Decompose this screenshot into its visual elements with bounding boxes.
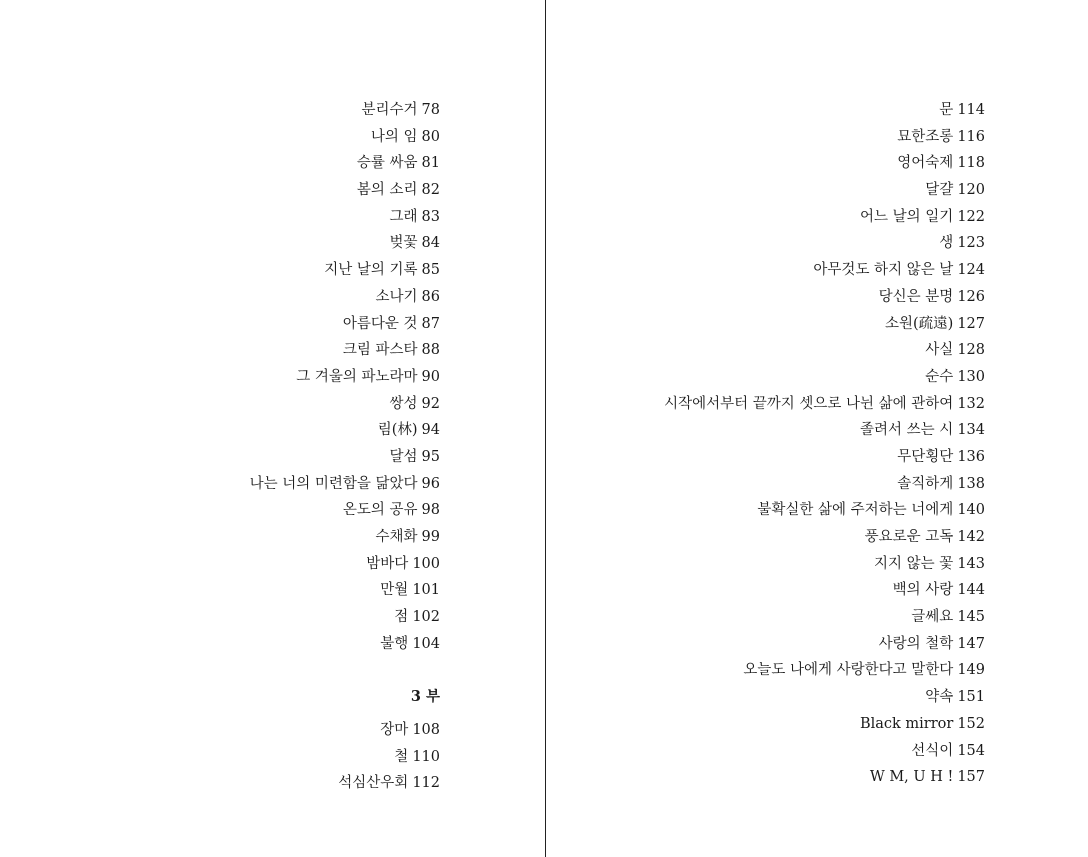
toc-entry-page-number: 100 bbox=[412, 555, 440, 572]
toc-entry bbox=[664, 738, 985, 765]
toc-entry bbox=[250, 604, 440, 631]
toc-entry-page-number: 126 bbox=[957, 288, 985, 305]
toc-entry bbox=[250, 744, 440, 771]
toc-entry-title: 글쎄요 bbox=[911, 609, 954, 626]
toc-entry-page-number: 101 bbox=[412, 582, 440, 599]
toc-entry-page-number: 143 bbox=[957, 555, 985, 572]
toc-entry bbox=[664, 684, 985, 711]
toc-entry-page-number: 152 bbox=[957, 715, 985, 732]
toc-entry bbox=[664, 391, 985, 418]
toc-entry-title: 석심산우회 bbox=[338, 775, 409, 792]
toc-entry-page-number: 96 bbox=[421, 475, 440, 492]
toc-entry bbox=[250, 770, 440, 797]
toc-entry-title: 그 겨울의 파노라마 bbox=[296, 368, 418, 385]
toc-entry bbox=[250, 497, 440, 524]
toc-entry-title: 벚꽃 bbox=[389, 235, 418, 252]
toc-entry-title: 나의 임 bbox=[370, 128, 418, 145]
toc-entry-title: 풍요로운 고독 bbox=[864, 529, 954, 545]
toc-entry bbox=[664, 417, 985, 444]
toc-entry-title: 솔직하게 bbox=[897, 475, 954, 492]
toc-entry-title: 승률 싸움 bbox=[356, 155, 418, 172]
toc-entry-page-number: 130 bbox=[957, 368, 985, 385]
toc-entry-title: 문 bbox=[939, 102, 954, 118]
toc-entry bbox=[664, 124, 985, 151]
toc-entry-page-number: 110 bbox=[412, 748, 440, 765]
toc-entry bbox=[250, 717, 440, 744]
toc-entry bbox=[664, 230, 985, 257]
toc-entry-page-number: 78 bbox=[421, 102, 440, 118]
toc-entry-page-number: 95 bbox=[421, 448, 440, 465]
toc-entry-page-number: 84 bbox=[421, 235, 440, 252]
toc-entry bbox=[250, 337, 440, 364]
toc-entry-page-number: 157 bbox=[957, 769, 985, 786]
toc-entry-page-number: 87 bbox=[421, 315, 440, 332]
toc-entry-title: 아름다운 것 bbox=[342, 315, 418, 332]
toc-entry-page-number: 136 bbox=[957, 448, 985, 465]
toc-entry-title: 쌍성 bbox=[389, 395, 418, 412]
toc-entry-page-number: 83 bbox=[421, 208, 440, 225]
toc-entry bbox=[664, 711, 985, 738]
toc-entry bbox=[664, 150, 985, 177]
toc-entry-title: 선식이 bbox=[911, 742, 954, 759]
toc-entry bbox=[250, 471, 440, 498]
toc-entry-page-number: 86 bbox=[421, 288, 440, 305]
toc-entry-page-number: 120 bbox=[957, 182, 985, 199]
toc-entry-title: 당신은 분명 bbox=[878, 288, 954, 305]
toc-entry-page-number: 92 bbox=[421, 395, 440, 412]
toc-entry-page-number: 85 bbox=[421, 262, 440, 279]
toc-entry-title: 분리수거 bbox=[361, 102, 418, 118]
toc-entry bbox=[250, 577, 440, 604]
toc-entry-page-number: 80 bbox=[421, 128, 440, 145]
toc-entry-title: 묘한조롱 bbox=[897, 128, 954, 145]
toc-entry bbox=[664, 311, 985, 338]
toc-entry-page-number: 122 bbox=[957, 208, 985, 225]
toc-entry-page-number: 123 bbox=[957, 235, 985, 252]
toc-entry-page-number: 102 bbox=[412, 609, 440, 626]
toc-entry-title: 불행 bbox=[380, 635, 409, 652]
toc-entry-title: 장마 bbox=[380, 721, 409, 738]
toc-entry bbox=[664, 471, 985, 498]
toc-entry-page-number: 81 bbox=[421, 155, 440, 172]
toc-entry-page-number: 94 bbox=[421, 422, 440, 439]
toc-entry-title: 지지 않는 꽃 bbox=[874, 555, 954, 572]
toc-entry-title: 나는 너의 미련함을 닮았다 bbox=[249, 475, 418, 492]
toc-entry bbox=[664, 337, 985, 364]
toc-entry-page-number: 142 bbox=[957, 529, 985, 545]
toc-entry bbox=[664, 631, 985, 658]
toc-entry bbox=[664, 97, 985, 124]
toc-entry-title: 림(林) bbox=[377, 422, 418, 439]
toc-entry-title: 불확실한 삶에 주저하는 너에게 bbox=[757, 502, 954, 519]
toc-entry-page-number: 108 bbox=[412, 721, 440, 738]
toc-entry bbox=[664, 257, 985, 284]
toc-entry-title: 소원(疏遠) bbox=[884, 315, 954, 332]
toc-entry bbox=[250, 150, 440, 177]
toc-entry-page-number: 124 bbox=[957, 262, 985, 279]
toc-entry-page-number: 154 bbox=[957, 742, 985, 759]
toc-entry bbox=[250, 524, 440, 551]
toc-entry-page-number: 140 bbox=[957, 502, 985, 519]
toc-entry-page-number: 132 bbox=[957, 395, 985, 412]
toc-entry-page-number: 144 bbox=[957, 582, 985, 599]
toc-entry bbox=[250, 257, 440, 284]
toc-entry-page-number: 149 bbox=[957, 662, 985, 679]
toc-entry-page-number: 98 bbox=[421, 502, 440, 519]
toc-entry-page-number: 82 bbox=[421, 182, 440, 199]
table-of-contents-right bbox=[664, 97, 985, 791]
toc-entry-title: 졸려서 쓰는 시 bbox=[860, 422, 954, 439]
toc-entry bbox=[664, 364, 985, 391]
toc-entry-page-number: 88 bbox=[421, 342, 440, 359]
toc-entry bbox=[250, 124, 440, 151]
toc-entry bbox=[664, 764, 985, 791]
toc-entry-page-number: 128 bbox=[957, 342, 985, 359]
toc-entry bbox=[250, 97, 440, 124]
toc-entry-title: 크림 파스타 bbox=[342, 342, 418, 359]
toc-entry-title: 오늘도 나에게 사랑한다고 말한다 bbox=[743, 662, 954, 679]
toc-entry-title: 약속 bbox=[925, 689, 954, 706]
toc-entry-title: 만월 bbox=[380, 582, 409, 599]
toc-entry-title: 영어숙제 bbox=[897, 155, 954, 172]
toc-entry-page-number: 147 bbox=[957, 635, 985, 652]
toc-entry bbox=[250, 284, 440, 311]
toc-entry-page-number: 112 bbox=[412, 775, 440, 792]
toc-entry-title: 무단횡단 bbox=[897, 448, 954, 465]
toc-entry bbox=[250, 444, 440, 471]
toc-entry-page-number: 138 bbox=[957, 475, 985, 492]
toc-entry-title: 생 bbox=[939, 235, 954, 252]
toc-entry-title: 지난 날의 기록 bbox=[324, 262, 418, 279]
toc-entry bbox=[250, 311, 440, 338]
toc-entry-title: W M, U H ! bbox=[869, 769, 954, 786]
toc-entry-title: 온도의 공유 bbox=[342, 502, 418, 519]
toc-entry-title: 사랑의 철학 bbox=[878, 635, 954, 652]
toc-entry-title: 달걀 bbox=[925, 182, 954, 199]
toc-entry-title: 소나기 bbox=[375, 288, 418, 305]
toc-entry-page-number: 114 bbox=[957, 102, 985, 118]
toc-entry bbox=[664, 177, 985, 204]
toc-entry-page-number: 90 bbox=[421, 368, 440, 385]
toc-entry bbox=[664, 204, 985, 231]
toc-entry bbox=[664, 657, 985, 684]
section-heading: 3 부 bbox=[410, 688, 440, 706]
toc-entry-title: 백의 사랑 bbox=[892, 582, 954, 599]
toc-entry bbox=[664, 497, 985, 524]
table-of-contents-left bbox=[250, 97, 440, 797]
right-page bbox=[546, 0, 1088, 857]
toc-entry bbox=[250, 230, 440, 257]
toc-entry-title: 달섬 bbox=[389, 448, 418, 465]
toc-entry-title: 순수 bbox=[925, 368, 954, 385]
toc-entry-title: 수채화 bbox=[375, 529, 418, 545]
toc-entry-title: 아무것도 하지 않은 날 bbox=[813, 262, 954, 279]
toc-entry bbox=[250, 204, 440, 231]
toc-entry bbox=[664, 551, 985, 578]
toc-entry bbox=[250, 417, 440, 444]
toc-entry-page-number: 118 bbox=[957, 155, 985, 172]
toc-entry-title: 점 bbox=[394, 609, 409, 626]
toc-entry bbox=[250, 364, 440, 391]
toc-entry bbox=[664, 604, 985, 631]
toc-entry-page-number: 145 bbox=[957, 609, 985, 626]
toc-entry-page-number: 116 bbox=[957, 128, 985, 145]
toc-entry bbox=[250, 177, 440, 204]
toc-entry bbox=[250, 631, 440, 658]
toc-entry bbox=[664, 524, 985, 551]
toc-entry-title: 밤바다 bbox=[366, 555, 409, 572]
toc-entry-page-number: 99 bbox=[421, 529, 440, 545]
toc-entry bbox=[250, 391, 440, 418]
toc-entry-title: 철 bbox=[394, 748, 409, 765]
toc-entry-title: 사실 bbox=[925, 342, 954, 359]
toc-entry-title: 봄의 소리 bbox=[356, 182, 418, 199]
toc-entry bbox=[664, 444, 985, 471]
toc-entry-title: 어느 날의 일기 bbox=[860, 208, 954, 225]
toc-entry-page-number: 134 bbox=[957, 422, 985, 439]
toc-entry-page-number: 151 bbox=[957, 689, 985, 706]
toc-entry-title: 시작에서부터 끝까지 셋으로 나뉜 삶에 관하여 bbox=[664, 395, 954, 412]
toc-entry-page-number: 127 bbox=[957, 315, 985, 332]
toc-entry-page-number: 104 bbox=[412, 635, 440, 652]
toc-entry-title: 그래 bbox=[389, 208, 418, 225]
toc-entry bbox=[664, 284, 985, 311]
toc-entry bbox=[250, 551, 440, 578]
toc-entry-title: Black mirror bbox=[859, 715, 954, 732]
toc-entry bbox=[664, 577, 985, 604]
